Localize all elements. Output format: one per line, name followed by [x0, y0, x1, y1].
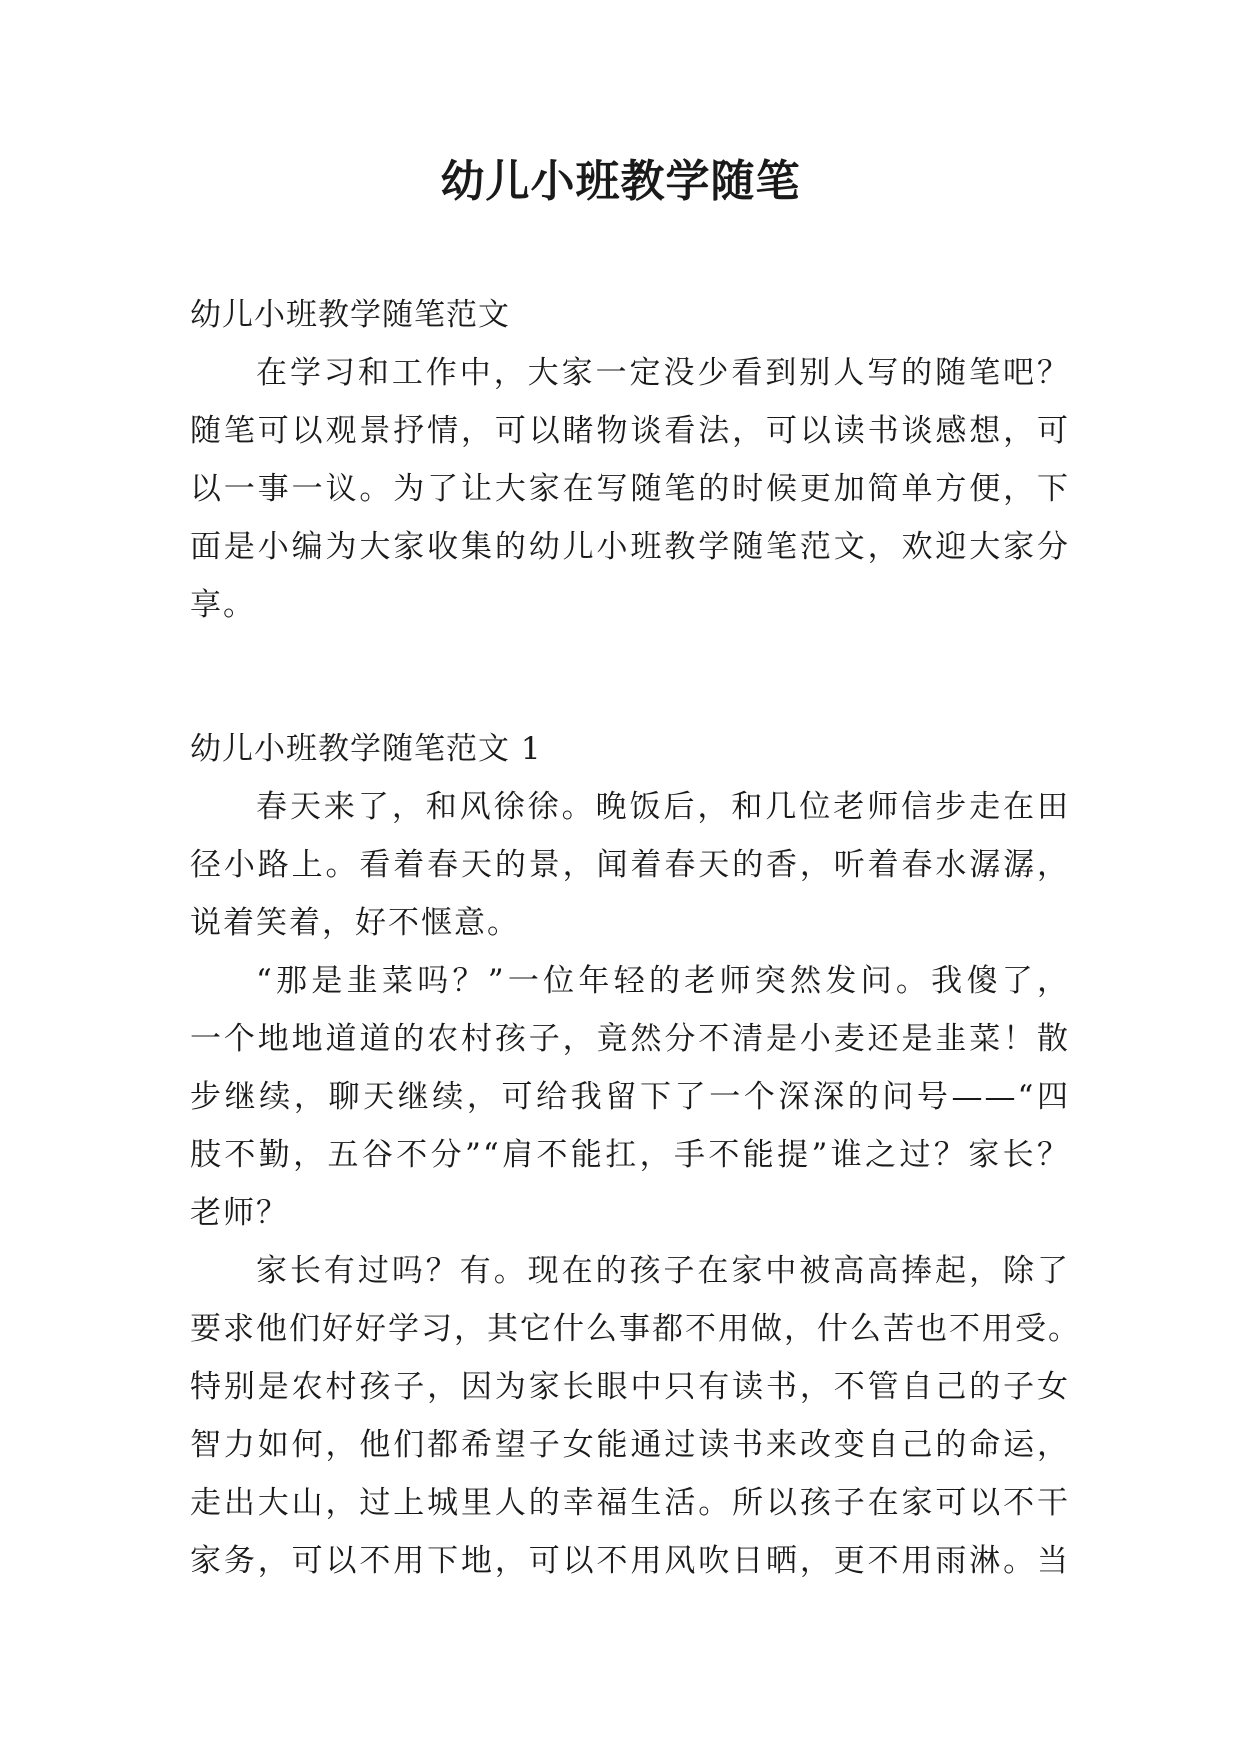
paragraph-line: 随笔可以观景抒情，可以睹物谈看法，可以读书谈感想，可: [190, 413, 1070, 449]
paragraph-line: 步继续，聊天继续，可给我留下了一个深深的问号——“四: [190, 1079, 1070, 1115]
paragraph-3: [190, 1242, 1081, 1590]
paragraph-line: 一个地地道道的农村孩子，竟然分不清是小麦还是韭菜！散: [190, 1021, 1070, 1057]
paragraph-line: 家长有过吗？有。现在的孩子在家中被高高捧起，除了: [256, 1253, 1070, 1289]
document-body: [190, 286, 1081, 1590]
paragraph-line: “那是韭菜吗？”一位年轻的老师突然发问。我傻了，: [256, 963, 1070, 999]
section-heading-1: 幼儿小班教学随笔范文 1: [190, 731, 542, 767]
paragraph-line: 智力如何，他们都希望子女能通过读书来改变自己的命运，: [190, 1427, 1070, 1463]
intro-paragraph: [190, 344, 1070, 634]
paragraph-line: 在学习和工作中，大家一定没少看到别人写的随笔吧？: [256, 355, 1070, 391]
paragraph-line: 老师？: [190, 1195, 289, 1231]
document-title: 幼儿小班教学随笔: [440, 156, 801, 207]
paragraph-1: [190, 778, 1070, 952]
paragraph-line: 以一事一议。为了让大家在写随笔的时候更加简单方便，下: [190, 471, 1070, 507]
paragraph-line: 要求他们好好学习，其它什么事都不用做，什么苦也不用受。: [190, 1311, 1081, 1347]
section-heading-intro: 幼儿小班教学随笔范文: [190, 297, 510, 333]
section-spacer: [190, 634, 1070, 720]
paragraph-line: 享。: [190, 587, 256, 623]
paragraph-line: 特别是农村孩子，因为家长眼中只有读书，不管自己的子女: [190, 1369, 1070, 1405]
paragraph-line: 走出大山，过上城里人的幸福生活。所以孩子在家可以不干: [190, 1485, 1070, 1521]
paragraph-line: 春天来了，和风徐徐。晚饭后，和几位老师信步走在田: [256, 789, 1070, 825]
paragraph-line: 家务，可以不用下地，可以不用风吹日晒，更不用雨淋。当: [190, 1543, 1070, 1579]
paragraph-line: 说着笑着，好不惬意。: [190, 905, 520, 941]
paragraph-2: [190, 952, 1070, 1242]
paragraph-line: 肢不勤，五谷不分”“肩不能扛，手不能提”谁之过？家长？: [190, 1137, 1070, 1173]
paragraph-line: 径小路上。看着春天的景，闻着春天的香，听着春水潺潺，: [190, 847, 1070, 883]
paragraph-line: 面是小编为大家收集的幼儿小班教学随笔范文，欢迎大家分: [190, 529, 1070, 565]
